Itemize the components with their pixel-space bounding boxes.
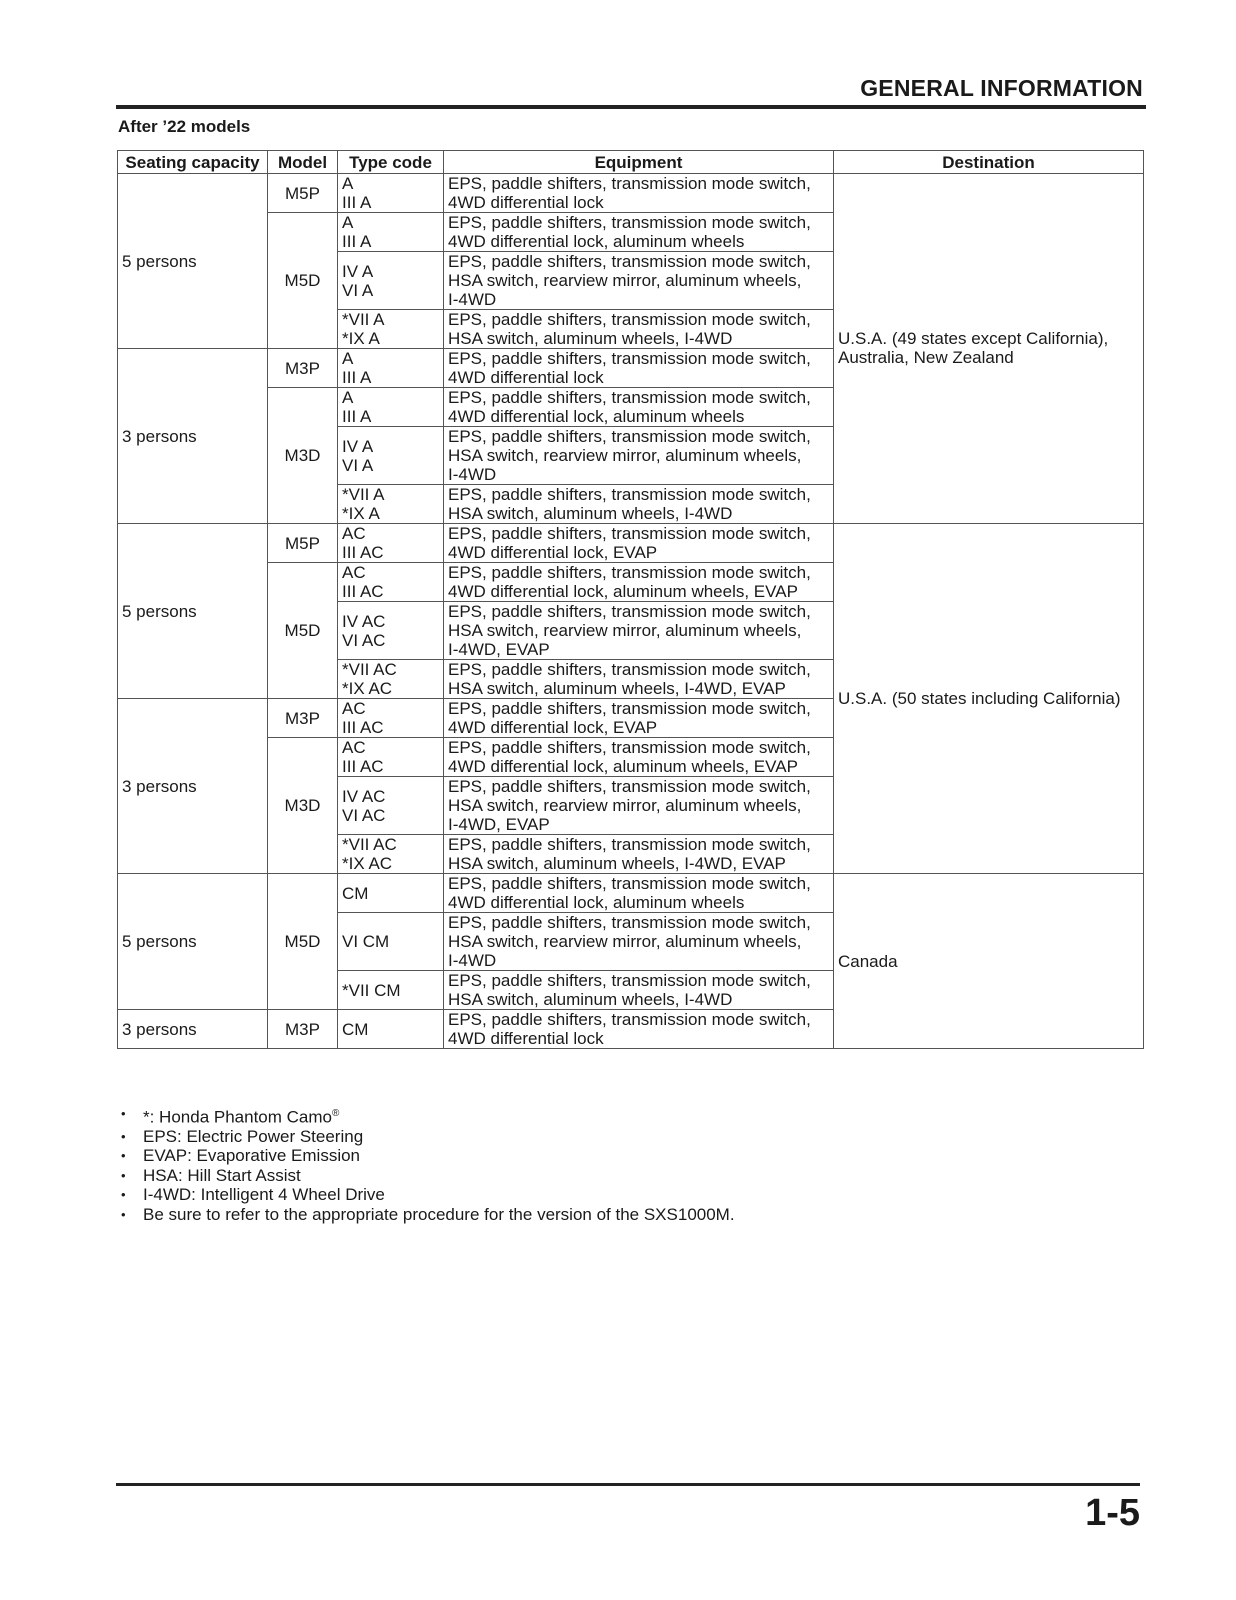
table-subtitle: After ’22 models	[118, 117, 251, 136]
type-code-cell: IV A VI A	[338, 252, 444, 310]
table-header-row	[118, 151, 1144, 174]
header-rule	[116, 105, 1146, 109]
type-code-cell: A III A	[338, 213, 444, 252]
type-code-cell: IV AC VI AC	[338, 602, 444, 660]
destination-cell: Canada	[834, 874, 1144, 1049]
seating-cell: 5 persons	[118, 874, 268, 1010]
type-code-cell: *VII AC *IX AC	[338, 660, 444, 699]
footnote-text: Be sure to refer to the appropriate procedure for the version of the SXS1000M.	[143, 1204, 735, 1224]
type-code-cell: A III A	[338, 349, 444, 388]
model-cell: M3D	[268, 388, 338, 524]
footnote-item	[118, 1127, 735, 1146]
model-cell: M3D	[268, 738, 338, 874]
model-cell: M3P	[268, 1010, 338, 1049]
footnote-text: *: Honda Phantom Camo	[143, 1107, 332, 1127]
type-code-cell: *VII AC *IX AC	[338, 835, 444, 874]
type-code-cell: IV AC VI AC	[338, 777, 444, 835]
equipment-cell: EPS, paddle shifters, transmission mode switch, 4WD differential lock, aluminum wheels	[444, 874, 834, 913]
model-cell: M5D	[268, 213, 338, 349]
footnote-item	[118, 1104, 735, 1127]
seating-cell: 3 persons	[118, 1010, 268, 1049]
footnote-item	[118, 1166, 735, 1185]
model-type-table	[117, 150, 1144, 1049]
model-cell: M3P	[268, 349, 338, 388]
seating-cell: 3 persons	[118, 349, 268, 524]
equipment-cell: EPS, paddle shifters, transmission mode switch, HSA switch, aluminum wheels, I-4WD	[444, 971, 834, 1010]
col-header-destination: Destination	[834, 151, 1144, 174]
footnote-text: HSA: Hill Start Assist	[143, 1165, 301, 1185]
type-code-cell: CM	[338, 874, 444, 913]
destination-cell: U.S.A. (49 states except California), Australia, New Zealand	[834, 174, 1144, 524]
type-code-cell: CM	[338, 1010, 444, 1049]
type-code-cell: *VII CM	[338, 971, 444, 1010]
equipment-cell: EPS, paddle shifters, transmission mode switch, 4WD differential lock	[444, 1010, 834, 1049]
model-cell: M5P	[268, 174, 338, 213]
col-header-type-code: Type code	[338, 151, 444, 174]
equipment-cell: EPS, paddle shifters, transmission mode switch, HSA switch, aluminum wheels, I-4WD	[444, 310, 834, 349]
footer-rule	[116, 1483, 1140, 1486]
footnote-text: I-4WD: Intelligent 4 Wheel Drive	[143, 1185, 385, 1205]
type-code-cell: AC III AC	[338, 738, 444, 777]
model-cell: M5D	[268, 874, 338, 1010]
registered-mark: ®	[332, 1108, 340, 1119]
equipment-cell: EPS, paddle shifters, transmission mode switch, HSA switch, rearview mirror, aluminum wheels, I-4WD, EVAP	[444, 777, 834, 835]
equipment-cell: EPS, paddle shifters, transmission mode switch, HSA switch, aluminum wheels, I-4WD, EVAP	[444, 835, 834, 874]
equipment-cell: EPS, paddle shifters, transmission mode switch, 4WD differential lock, aluminum wheels, EVAP	[444, 563, 834, 602]
table-row	[118, 174, 1144, 213]
seating-cell: 5 persons	[118, 174, 268, 349]
type-code-cell: AC III AC	[338, 699, 444, 738]
type-code-cell: AC III AC	[338, 563, 444, 602]
col-header-equipment: Equipment	[444, 151, 834, 174]
equipment-cell: EPS, paddle shifters, transmission mode switch, 4WD differential lock, aluminum wheels, EVAP	[444, 738, 834, 777]
model-cell: M3P	[268, 699, 338, 738]
type-code-cell: AC III AC	[338, 524, 444, 563]
footnote-text: EVAP: Evaporative Emission	[143, 1146, 360, 1166]
equipment-cell: EPS, paddle shifters, transmission mode switch, HSA switch, aluminum wheels, I-4WD, EVAP	[444, 660, 834, 699]
footnote-item	[118, 1146, 735, 1165]
equipment-cell: EPS, paddle shifters, transmission mode switch, 4WD differential lock, aluminum wheels	[444, 388, 834, 427]
equipment-cell: EPS, paddle shifters, transmission mode switch, 4WD differential lock	[444, 174, 834, 213]
footnotes-list	[118, 1104, 735, 1224]
equipment-cell: EPS, paddle shifters, transmission mode switch, HSA switch, rearview mirror, aluminum wheels, I-4WD	[444, 252, 834, 310]
equipment-cell: EPS, paddle shifters, transmission mode switch, 4WD differential lock, aluminum wheels	[444, 213, 834, 252]
section-title: GENERAL INFORMATION	[860, 75, 1143, 101]
type-code-cell: *VII A *IX A	[338, 485, 444, 524]
table-row	[118, 524, 1144, 563]
footnote-item	[118, 1205, 735, 1224]
equipment-cell: EPS, paddle shifters, transmission mode switch, HSA switch, rearview mirror, aluminum wheels, I-4WD	[444, 913, 834, 971]
table-row	[118, 874, 1144, 913]
model-cell: M5P	[268, 524, 338, 563]
equipment-cell: EPS, paddle shifters, transmission mode switch, HSA switch, aluminum wheels, I-4WD	[444, 485, 834, 524]
equipment-cell: EPS, paddle shifters, transmission mode switch, 4WD differential lock, EVAP	[444, 524, 834, 563]
equipment-cell: EPS, paddle shifters, transmission mode switch, HSA switch, rearview mirror, aluminum wheels, I-4WD, EVAP	[444, 602, 834, 660]
footnote-text: EPS: Electric Power Steering	[143, 1127, 364, 1147]
type-code-cell: A III A	[338, 174, 444, 213]
equipment-cell: EPS, paddle shifters, transmission mode switch, HSA switch, rearview mirror, aluminum wheels, I-4WD	[444, 427, 834, 485]
footnote-item	[118, 1185, 735, 1204]
seating-cell: 5 persons	[118, 524, 268, 699]
model-cell: M5D	[268, 563, 338, 699]
equipment-cell: EPS, paddle shifters, transmission mode switch, 4WD differential lock, EVAP	[444, 699, 834, 738]
equipment-cell: EPS, paddle shifters, transmission mode switch, 4WD differential lock	[444, 349, 834, 388]
seating-cell: 3 persons	[118, 699, 268, 874]
destination-cell: U.S.A. (50 states including California)	[834, 524, 1144, 874]
col-header-model: Model	[268, 151, 338, 174]
type-code-cell: *VII A *IX A	[338, 310, 444, 349]
type-code-cell: IV A VI A	[338, 427, 444, 485]
col-header-seating: Seating capacity	[118, 151, 268, 174]
type-code-cell: VI CM	[338, 913, 444, 971]
type-code-cell: A III A	[338, 388, 444, 427]
page-number: 1-5	[1085, 1492, 1140, 1534]
